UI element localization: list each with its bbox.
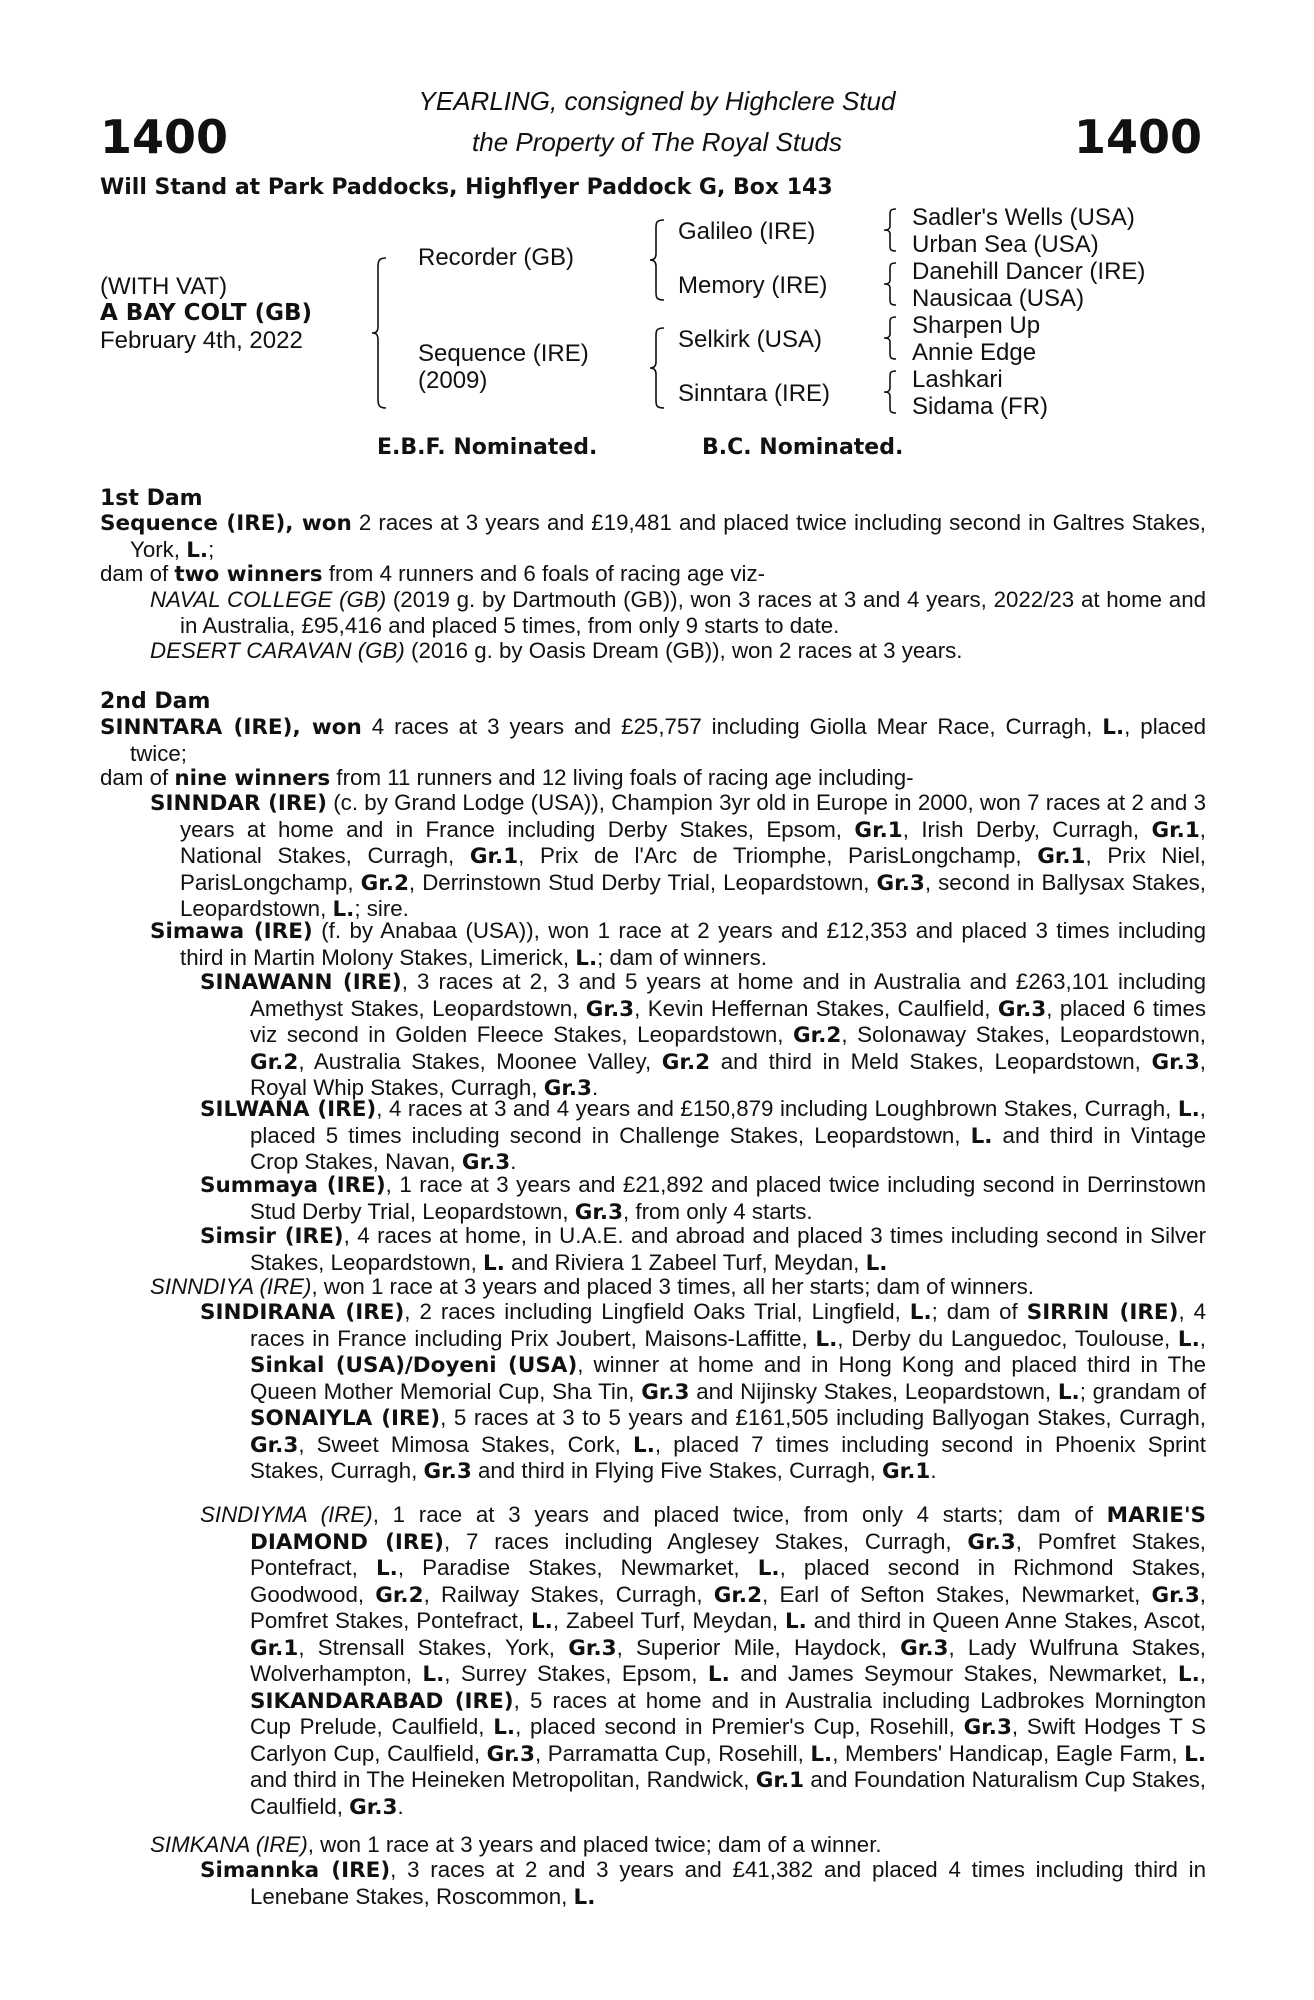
gen3-4: Nausicaa (USA) [912, 285, 1085, 312]
bc-nomination: B.C. Nominated. [702, 435, 904, 460]
produce-simsir: Simsir (IRE), 4 races at home, in U.A.E. and abroad and placed 3 times including second in Silver Stakes, Leopardstown, L. and Riviera 1 Zabeel Turf, Meydan, L. [200, 1223, 1207, 1276]
pedigree-bracket-g3-3 [884, 317, 898, 359]
dam-year: (2009) [418, 367, 488, 394]
dam-dam: Sinntara (IRE) [678, 380, 831, 407]
gen3-1: Sadler's Wells (USA) [912, 204, 1135, 231]
produce-summaya: Summaya (IRE), 1 race at 3 years and £21,892 and placed twice including second in Derrinstown Stud Derby Trial, Leopardstown, Gr.3, from only 4 starts. [200, 1172, 1206, 1225]
pedigree-bracket-g3-4 [884, 371, 898, 413]
first-dam-record: Sequence (IRE), won 2 races at 3 years and £19,481 and placed twice including second in Galtres Stakes, York, L.; [100, 510, 1206, 563]
produce-simawa: Simawa (IRE) (f. by Anabaa (USA)), won 1 race at 2 years and £12,353 and placed 3 times including third in Martin Molony Stakes, Limerick, L.; dam of winners. [150, 918, 1207, 971]
first-dam-heading: 1st Dam [100, 486, 203, 511]
produce-silwana: SILWANA (IRE), 4 races at 3 and 4 years and £150,879 including Loughbrown Stakes, Curragh, L., placed 5 times including second in Challenge Stakes, Leopardstown, L. and third in Vintage Crop Stakes, Navan, Gr.3. [200, 1096, 1206, 1175]
produce-sindiyma: SINDIYMA (IRE), 1 race at 3 years and placed twice, from only 4 starts; dam of MARIE'S DIAMOND (IRE), 7 races including Anglesey Stakes, Curragh, Gr.3, Pomfret Stakes, Pontefract, L., Paradise Stakes, Newmarket, L., placed second in Richmond Stakes, Goodwood, Gr.2, Railway Stakes, Curragh, Gr.2, Earl of Sefton Stakes, Newmarket, Gr.3, Pomfret Stakes, Pontefract, L., Zabeel Turf, Meydan, L. and third in Queen Anne Stakes, Ascot, Gr.1, Strensall Stakes, York, Gr.3, Superior Mile, Haydock, Gr.3, Lady Wulfruna Stakes, Wolverhampton, L., Surrey Stakes, Epsom, L. and James Seymour Stakes, Newmarket, L., SIKANDARABAD (IRE), 5 races at home and in Australia including Ladbrokes Mornington Cup Prelude, Caulfield, L., placed second in Premier's Cup, Rosehill, Gr.3, Swift Hodges T S Carlyon Cup, Caulfield, Gr.3, Parramatta Cup, Rosehill, L., Members' Handicap, Eagle Farm, L. and third in The Heineken Metropolitan, Randwick, Gr.1 and Foundation Naturalism Cup Stakes, Caulfield, Gr.3. [200, 1502, 1207, 1820]
produce-sindirana: SINDIRANA (IRE), 2 races including Lingfield Oaks Trial, Lingfield, L.; dam of SIRRIN (IRE), 4 races in France including Prix Joubert, Maisons-Laffitte, L., Derby du Languedoc, Toulouse, L., Sinkal (USA)/Doyeni (USA), winner at home and in Hong Kong and placed third in The Queen Mother Memorial Cup, Sha Tin, Gr.3 and Nijinsky Stakes, Leopardstown, L.; grandam of SONAIYLA (IRE), 5 races at 3 to 5 years and £161,505 including Ballyogan Stakes, Curragh, Gr.3, Sweet Mimosa Stakes, Cork, L., placed 7 times including second in Phoenix Sprint Stakes, Curragh, Gr.3 and third in Flying Five Stakes, Curragh, Gr.1. [200, 1299, 1206, 1484]
second-dam-record: SINNTARA (IRE), won 4 races at 3 years and £25,757 including Giolla Mear Race, Curragh, L., placed twice; [100, 714, 1206, 766]
vat-label: (WITH VAT) [100, 273, 228, 300]
ebf-nomination: E.B.F. Nominated. [377, 435, 598, 460]
lot-number: 1400 [100, 110, 229, 164]
pedigree-bracket-g3-2 [884, 263, 898, 305]
sire-sire: Galileo (IRE) [678, 218, 816, 245]
horse-name: A BAY COLT (GB) [100, 300, 313, 326]
gen3-3: Danehill Dancer (IRE) [912, 258, 1146, 285]
foaling-date: February 4th, 2022 [100, 327, 303, 354]
pedigree-bracket-main [372, 258, 388, 408]
property-line: the Property of The Royal Studs [472, 127, 842, 157]
second-dam-produce-summary: dam of nine winners from 11 runners and 12 living foals of racing age including- [100, 765, 914, 791]
produce-naval-college: NAVAL COLLEGE (GB) (2019 g. by Dartmouth (GB)), won 3 races at 3 and 4 years, 2022/23 at home and in Australia, £95,416 and placed 5 times, from only 9 starts to date. [150, 587, 1206, 638]
gen3-2: Urban Sea (USA) [912, 231, 1099, 258]
pedigree-bracket-g3-1 [884, 209, 898, 251]
consignor-line: YEARLING, consigned by Highclere Stud [418, 86, 896, 116]
pedigree-bracket-dam [650, 328, 666, 408]
dam-sire: Selkirk (USA) [678, 326, 823, 353]
produce-simkana: SIMKANA (IRE), won 1 race at 3 years and placed twice; dam of a winner. [150, 1832, 882, 1857]
sire: Recorder (GB) [418, 244, 575, 271]
lot-number-right: 1400 [1073, 110, 1202, 164]
gen3-6: Annie Edge [912, 339, 1037, 366]
produce-simannka: Simannka (IRE), 3 races at 2 and 3 years and £41,382 and placed 4 times including third in Lenebane Stakes, Roscommon, L. [200, 1857, 1206, 1910]
produce-sinndar: SINNDAR (IRE) (c. by Grand Lodge (USA)), Champion 3yr old in Europe in 2000, won 7 races at 2 and 3 years at home and in France including Derby Stakes, Epsom, Gr.1, Irish Derby, Curragh, Gr.1, National Stakes, Curragh, Gr.1, Prix de l'Arc de Triomphe, ParisLongchamp, Gr.1, Prix Niel, ParisLongchamp, Gr.2, Derrinstown Stud Derby Trial, Leopardstown, Gr.3, second in Ballysax Stakes, Leopardstown, L.; sire. [150, 790, 1207, 922]
sire-dam: Memory (IRE) [678, 272, 828, 299]
gen3-8: Sidama (FR) [912, 393, 1049, 420]
second-dam-heading: 2nd Dam [100, 689, 211, 714]
produce-desert-caravan: DESERT CARAVAN (GB) (2016 g. by Oasis Dream (GB)), won 2 races at 3 years. [150, 638, 963, 663]
produce-sinawann: SINAWANN (IRE), 3 races at 2, 3 and 5 years at home and in Australia and £263,101 including Amethyst Stakes, Leopardstown, Gr.3, Kevin Heffernan Stakes, Caulfield, Gr.3, placed 6 times viz second in Golden Fleece Stakes, Leopardstown, Gr.2, Solonaway Stakes, Leopardstown, Gr.2, Australia Stakes, Moonee Valley, Gr.2 and third in Meld Stakes, Leopardstown, Gr.3, Royal Whip Stakes, Curragh, Gr.3. [200, 969, 1206, 1101]
first-dam-produce-summary: dam of two winners from 4 runners and 6 foals of racing age viz- [100, 561, 766, 587]
gen3-7: Lashkari [912, 366, 1003, 393]
pedigree-bracket-sire [650, 220, 666, 300]
stand-location: Will Stand at Park Paddocks, Highflyer Paddock G, Box 143 [100, 175, 833, 200]
produce-sinndiya: SINNDIYA (IRE), won 1 race at 3 years and placed 3 times, all her starts; dam of winners. [150, 1274, 1034, 1299]
dam: Sequence (IRE) [418, 340, 589, 367]
gen3-5: Sharpen Up [912, 312, 1041, 339]
